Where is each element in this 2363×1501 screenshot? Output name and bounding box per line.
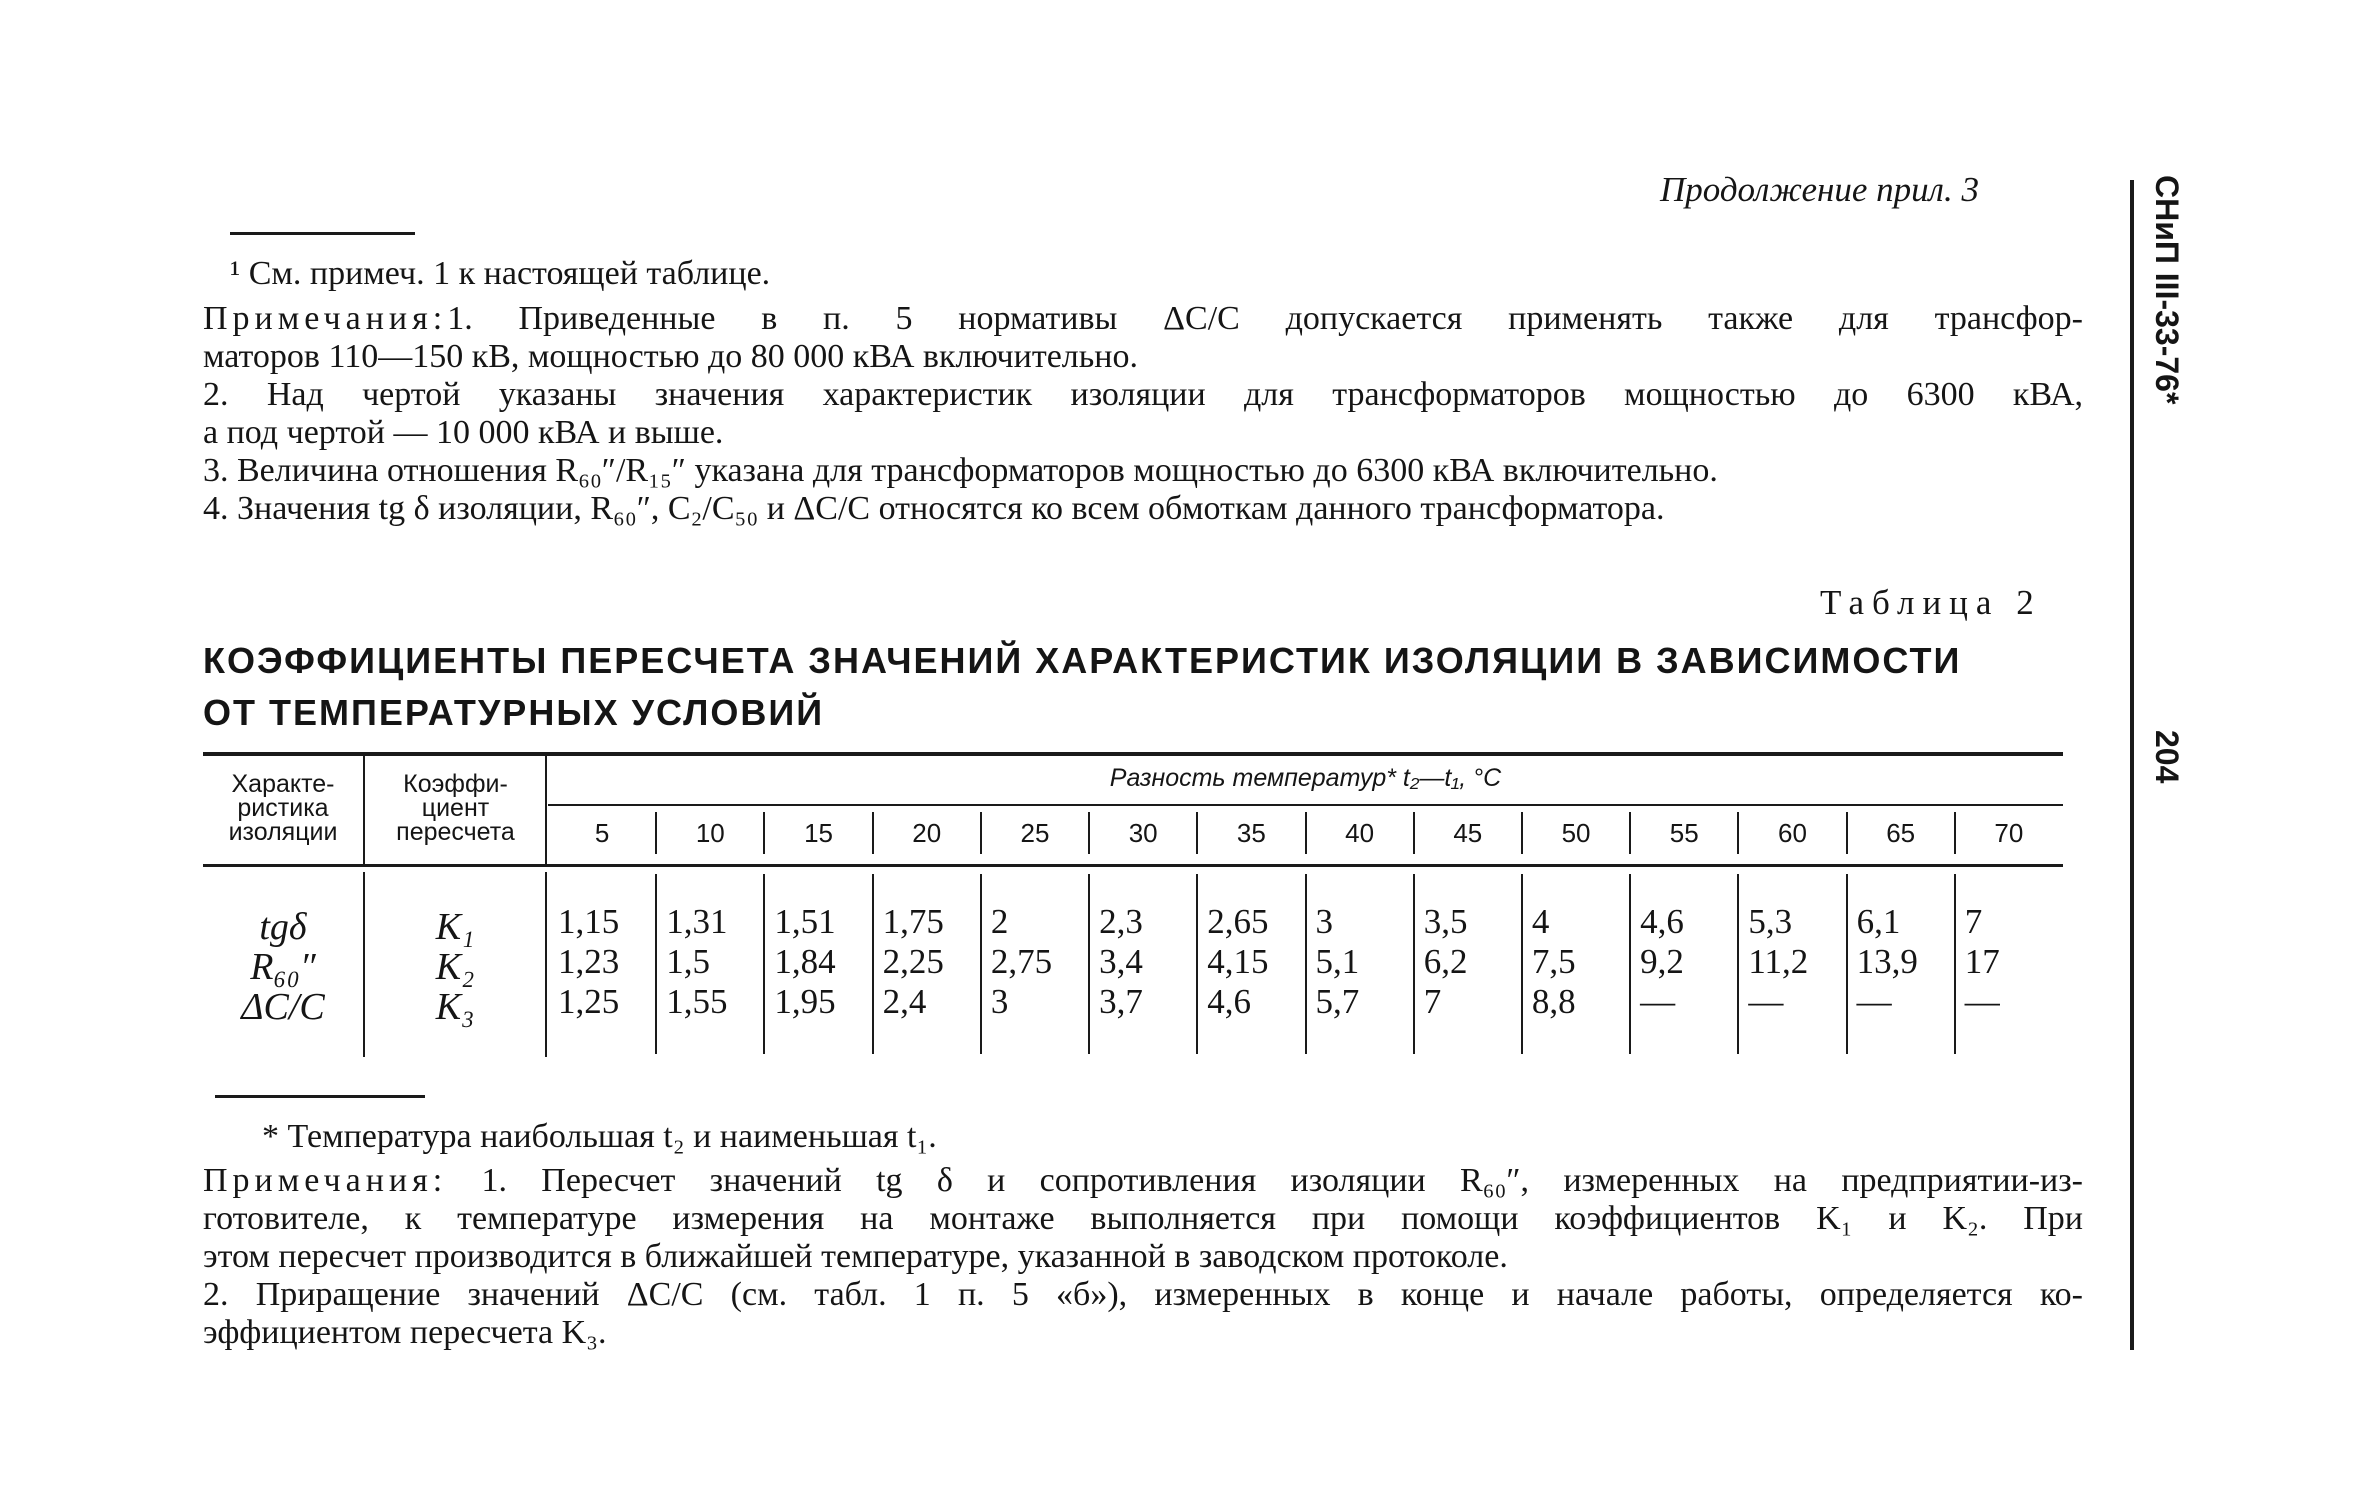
table-cell: 1,55	[666, 982, 728, 1021]
notes-1-lead: Примечания:	[203, 300, 448, 337]
table-cell: 1,95	[774, 982, 836, 1021]
header-characteristic: Характе- ристика изоляции	[228, 770, 338, 846]
notes-1-line-5: 3. Величина отношения R₆₀″/R₁₅″ указана для трансформаторов мощностью до 6300 кВА включительно.	[203, 452, 1718, 489]
header-bottom-rule	[203, 864, 2063, 867]
table-cell: 2,65	[1207, 902, 1269, 941]
notes-1	[203, 300, 2083, 528]
temp-header: 55	[1669, 818, 1699, 848]
temp-header: 35	[1236, 818, 1266, 848]
header-col-divider	[1954, 812, 1956, 854]
table-cell: 3	[990, 982, 1009, 1021]
temp-header: 40	[1345, 818, 1375, 848]
page-number: 204	[2149, 730, 2185, 784]
table-cell: 1,51	[774, 902, 836, 941]
header-col-divider	[655, 812, 657, 854]
table-caption: Таблица 2	[1820, 583, 2042, 622]
header-col-divider	[1737, 812, 1739, 854]
table-cell: 4,6	[1640, 902, 1684, 941]
notes-1-text-1: 1. Приведенные в п. 5 нормативы ΔC/C допускается применять также для трансфор-	[447, 300, 2083, 337]
notes-2-text-1: 1. Пересчет значений tg δ и сопротивления изоляции R₆₀″, измеренных на предприятии-из-	[481, 1162, 2083, 1199]
table-cell: 6,1	[1856, 902, 1901, 941]
table-cell: 7	[1964, 902, 1983, 941]
table-cell: 2,4	[882, 982, 927, 1021]
table-cell: 7	[1423, 982, 1442, 1021]
header-col-divider	[1521, 812, 1523, 854]
table-cell: 5,1	[1315, 942, 1360, 981]
table-cell: 2,25	[882, 942, 944, 981]
table-cell: 1,15	[558, 902, 620, 941]
header-col-divider	[1305, 812, 1307, 854]
header-col-divider	[1413, 812, 1415, 854]
row-label-dcc: ΔC/C	[241, 986, 325, 1028]
temp-header: 20	[912, 818, 942, 848]
side-strip	[2148, 175, 2198, 1345]
table-cell: 13,9	[1856, 942, 1918, 981]
row-label-tgd: tgδ	[259, 906, 307, 948]
temp-header: 5	[594, 818, 610, 848]
header-col-divider	[763, 812, 765, 854]
temp-header: 10	[695, 818, 725, 848]
table-cell: 3	[1315, 902, 1333, 941]
header-col-divider	[1088, 812, 1090, 854]
temp-header: 50	[1561, 818, 1591, 848]
coef-k3: K₃	[435, 986, 475, 1028]
coef-k2: K₂	[435, 946, 475, 988]
table-cell: 1,84	[774, 942, 836, 981]
table-cell: 4	[1531, 902, 1550, 941]
body-col-divider	[763, 874, 765, 1054]
coefficients-table	[203, 752, 2063, 1062]
notes-1-line-4: а под чертой — 10 000 кВА и выше.	[203, 414, 724, 451]
body-col-divider	[1196, 874, 1198, 1054]
table-cell: 1,5	[666, 942, 710, 981]
table-cell: —	[1964, 982, 2000, 1021]
table-cell: 1,31	[666, 902, 728, 941]
body-col-divider	[872, 874, 874, 1054]
side-rule	[2130, 180, 2134, 1350]
table-cell: 5,3	[1748, 902, 1793, 941]
table-title-line-2: ОТ ТЕМПЕРАТУРНЫХ УСЛОВИЙ	[203, 692, 825, 733]
temp-header: 15	[804, 818, 833, 848]
body-col-divider	[655, 874, 657, 1054]
table-cell: —	[1640, 982, 1676, 1021]
header-col-divider	[872, 812, 874, 854]
table-top-rule	[203, 752, 2063, 756]
temp-header: 65	[1886, 818, 1916, 848]
notes-2-line-2: готовителе, к температуре измерения на монтаже выполняется при помощи коэффициентов K₁ и K₂. При	[203, 1200, 2083, 1237]
table-cell: 2	[990, 902, 1009, 941]
temp-header: 60	[1777, 818, 1807, 848]
body-col-divider	[1088, 874, 1090, 1054]
body-col-divider	[1413, 874, 1415, 1054]
body-col-divider	[1521, 874, 1523, 1054]
table-cell: —	[1748, 982, 1784, 1021]
body-col-divider	[1846, 874, 1848, 1054]
notes-2-line-5: эффициентом пересчета K₃.	[203, 1314, 607, 1351]
document-code: СНиП III-33-76*	[2149, 175, 2185, 405]
body-col-rule-2	[545, 872, 547, 1057]
temp-header: 45	[1453, 818, 1483, 848]
table-cell: 7,5	[1531, 942, 1576, 981]
table-cell: 9,2	[1640, 942, 1684, 981]
header-coefficient: Коэффи- циент пересчета	[396, 770, 515, 846]
header-col-divider	[1196, 812, 1198, 854]
temp-header: 70	[1994, 818, 2024, 848]
notes-2-line-3: этом пересчет производится в ближайшей температуре, указанной в заводском протоколе.	[203, 1238, 1508, 1275]
header-col-divider	[1846, 812, 1848, 854]
body-col-divider	[1954, 874, 1956, 1054]
table-cell: 8,8	[1531, 982, 1576, 1021]
table-cell: 17	[1964, 942, 2000, 981]
notes-2	[203, 1162, 2083, 1352]
notes-2-line-1	[203, 1162, 2083, 1200]
table-cell: 3,7	[1099, 982, 1143, 1021]
table-cell: 4,6	[1207, 982, 1252, 1021]
row-label-r60: R₆₀″	[250, 946, 316, 988]
table-cell: 11,2	[1748, 942, 1809, 981]
notes-1-line-2: маторов 110—150 кВ, мощностью до 80 000 кВА включительно.	[203, 338, 1138, 375]
notes-1-line-6: 4. Значения tg δ изоляции, R₆₀″, C₂/C₅₀ и ΔC/C относятся ко всем обмоткам данного трансформатора.	[203, 490, 1665, 527]
header-col-divider	[1629, 812, 1631, 854]
notes-2-line-4: 2. Приращение значений ΔC/C (см. табл. 1 п. 5 «б»), измеренных в конце и начале работы, определяется ко-	[203, 1276, 2083, 1313]
notes-2-lead: Примечания:	[203, 1162, 448, 1199]
col-rule-2	[545, 756, 547, 864]
footnote-1: ¹ См. примеч. 1 к настоящей таблице.	[230, 255, 771, 292]
table-cell: 2,75	[990, 942, 1053, 981]
table-cell: 2,3	[1099, 902, 1143, 941]
table-cell: 6,2	[1423, 942, 1468, 981]
table-cell: 1,75	[882, 902, 944, 941]
header-group-rule	[548, 804, 2063, 806]
notes-1-line-1	[203, 300, 2083, 338]
header-col-divider	[980, 812, 982, 854]
footnote-rule	[230, 232, 415, 235]
table-cell: 1,25	[558, 982, 620, 1021]
notes-1-line-3: 2. Над чертой указаны значения характеристик изоляции для трансформаторов мощностью до 6300 кВА,	[203, 376, 2083, 413]
coef-k1: K₁	[435, 906, 475, 948]
table-cell: 5,7	[1315, 982, 1360, 1021]
footnote-2: * Температура наибольшая t₂ и наименьшая t₁.	[262, 1118, 937, 1155]
table-cell: —	[1856, 982, 1892, 1021]
running-head: Продолжение прил. 3	[1660, 170, 1979, 209]
body-col-divider	[1629, 874, 1631, 1054]
footnote-2-rule	[215, 1095, 425, 1098]
temp-header: 30	[1128, 818, 1158, 848]
body-col-divider	[1737, 874, 1739, 1054]
table-cell: 3,4	[1099, 942, 1143, 981]
table-title-line-1: КОЭФФИЦИЕНТЫ ПЕРЕСЧЕТА ЗНАЧЕНИЙ ХАРАКТЕРИСТИК ИЗОЛЯЦИИ В ЗАВИСИМОСТИ	[203, 640, 1962, 681]
col-rule-1	[363, 756, 365, 864]
table-cell: 4,15	[1207, 942, 1269, 981]
table-cell: 1,23	[558, 942, 620, 981]
body-col-divider	[980, 874, 982, 1054]
temp-header: 25	[1020, 818, 1050, 848]
header-temperature-group: Разность температур* t₂—t₁, °C	[1109, 764, 1502, 792]
table-cell: 3,5	[1423, 902, 1468, 941]
body-col-divider	[1305, 874, 1307, 1054]
